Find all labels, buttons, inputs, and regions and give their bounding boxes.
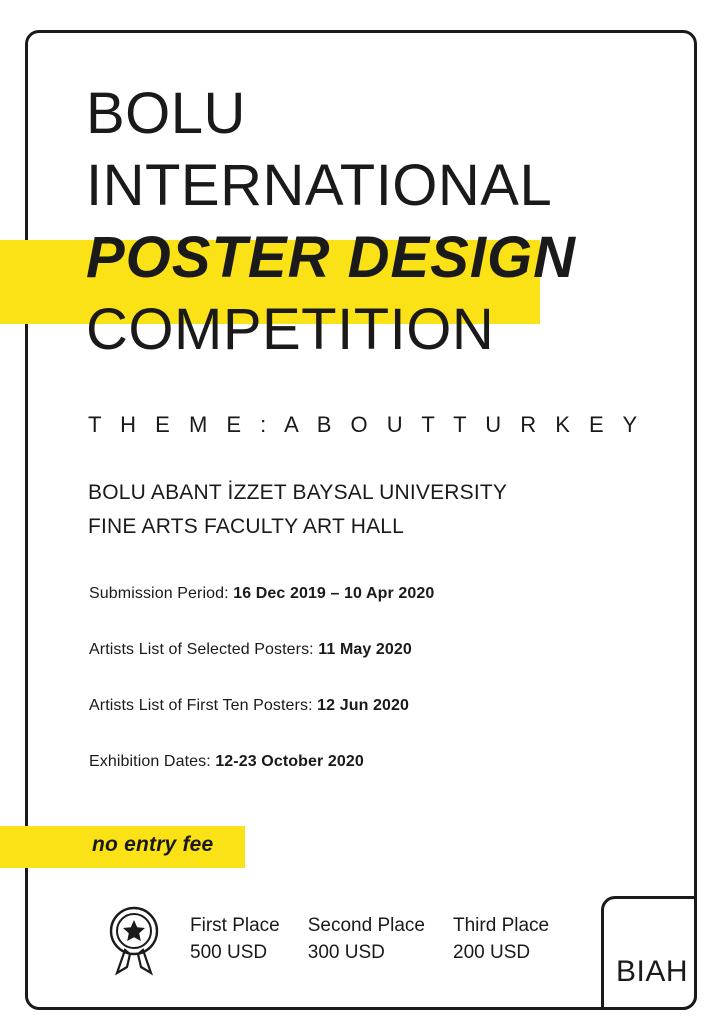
- prize-amount: 200 USD: [453, 942, 531, 963]
- schedule-value: 16 Dec 2019 – 10 Apr 2020: [233, 585, 435, 602]
- poster-title: [86, 78, 646, 366]
- prize-second: [308, 912, 425, 966]
- prize-first: [190, 912, 280, 966]
- logo-text: BIAH: [615, 955, 689, 988]
- schedule-row-submission: [89, 585, 649, 603]
- schedule-list: [89, 585, 649, 809]
- logo-frame: [601, 896, 697, 1010]
- poster-theme: T H E M E : A B O U T T U R K E Y: [88, 412, 644, 437]
- prize-list: [190, 912, 549, 966]
- prize-name: First Place: [190, 915, 280, 936]
- prize-name: Second Place: [307, 915, 425, 936]
- venue-block: [88, 476, 648, 544]
- venue-line-hall: FINE ARTS FACULTY ART HALL: [88, 515, 405, 538]
- title-line-2: INTERNATIONAL: [86, 153, 553, 218]
- prize-name: Third Place: [453, 915, 550, 936]
- schedule-row-exhibition: [89, 753, 649, 771]
- schedule-label: Submission Period:: [89, 585, 234, 602]
- schedule-value: 12-23 October 2020: [215, 753, 364, 770]
- prize-third: [453, 912, 549, 966]
- title-line-4: COMPETITION: [86, 297, 495, 362]
- award-medal-icon: [103, 905, 165, 977]
- schedule-row-selected-posters: [89, 641, 649, 659]
- title-line-3-highlighted: POSTER DESIGN: [86, 225, 576, 290]
- venue-line-university: BOLU ABANT İZZET BAYSAL UNIVERSITY: [88, 481, 508, 504]
- schedule-label: Artists List of Selected Posters:: [89, 641, 319, 658]
- entry-fee-badge-label: no entry fee: [92, 833, 214, 856]
- schedule-row-first-ten-posters: [89, 697, 649, 715]
- title-line-1: BOLU: [86, 81, 246, 146]
- schedule-value: 12 Jun 2020: [317, 697, 409, 714]
- schedule-value: 11 May 2020: [318, 641, 412, 658]
- schedule-label: Artists List of First Ten Posters:: [89, 697, 318, 714]
- prize-amount: 300 USD: [307, 942, 385, 963]
- schedule-label: Exhibition Dates:: [89, 753, 216, 770]
- prize-amount: 500 USD: [190, 942, 268, 963]
